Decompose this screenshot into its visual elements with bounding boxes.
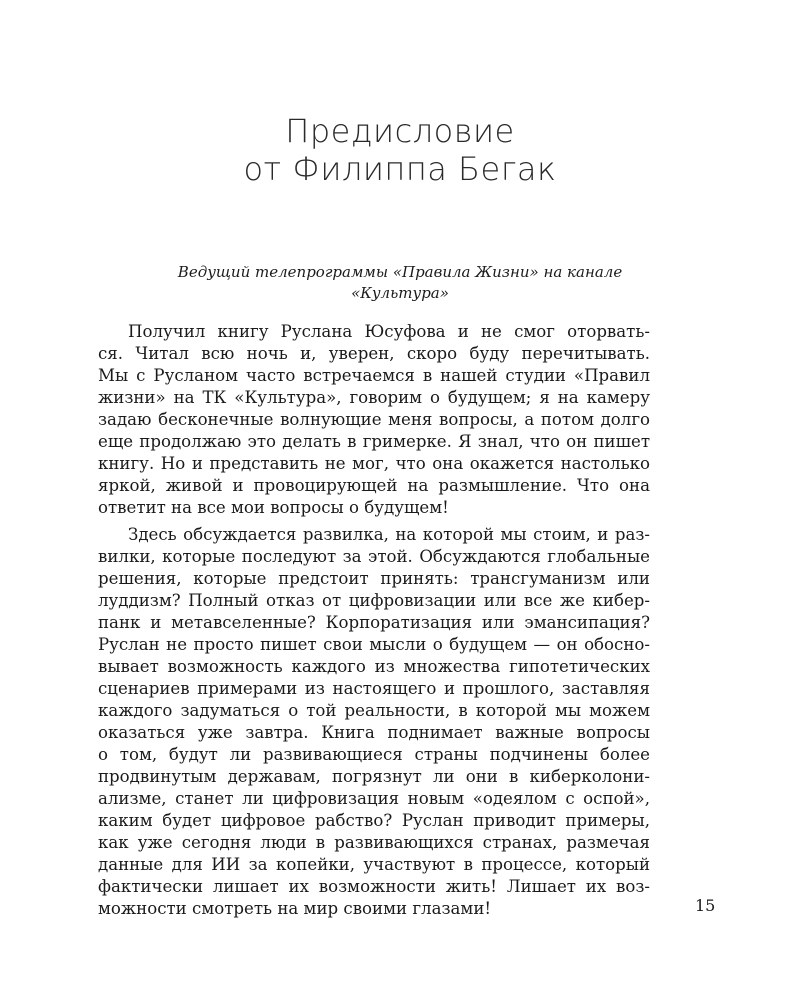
- text-line: Руслан не просто пишет свои мысли о будущем — он обосно-: [98, 635, 650, 654]
- text-line: оказаться уже завтра. Книга поднимает важные вопросы: [98, 723, 650, 742]
- text-line: Получил книгу Руслана Юсуфова и не смог оторвать-: [128, 322, 650, 341]
- text-line: решения, которые предстоит принять: трансгуманизм или: [98, 569, 650, 588]
- text-line: ся. Читал всю ночь и, уверен, скоро буду перечитывать.: [98, 344, 650, 363]
- text-line: вилки, которые последуют за этой. Обсуждаются глобальные: [98, 547, 650, 566]
- body-text: [98, 321, 650, 925]
- paragraph-2: [98, 524, 650, 920]
- text-line: каждого задуматься о той реальности, в которой мы можем: [98, 701, 650, 720]
- chapter-title-line-2: от Филиппа Бегак: [243, 150, 557, 188]
- text-line: яркой, живой и провоцирующей на размышление. Что она: [98, 476, 650, 495]
- text-line: фактически лишает их возможности жить! Лишает их воз-: [98, 877, 650, 896]
- text-line: ализме, станет ли цифровизация новым «одеялом с оспой»,: [98, 789, 650, 808]
- text-line: еще продолжаю это делать в гримерке. Я знал, что он пишет: [98, 432, 650, 451]
- text-line: каким будет цифровое рабство? Руслан приводит примеры,: [98, 811, 650, 830]
- chapter-title-line-1: Предисловие: [285, 112, 515, 150]
- text-line: книгу. Но и представить не мог, что она окажется настолько: [98, 454, 650, 473]
- text-line: жизни» на ТК «Культура», говорим о будущем; я на камеру: [98, 388, 650, 407]
- text-line: задаю бесконечные волнующие меня вопросы, а потом долго: [98, 410, 650, 429]
- text-line: панк и метавселенные? Корпоратизация или эмансипация?: [98, 613, 650, 632]
- epigraph-line-2: «Культура»: [351, 284, 449, 302]
- paragraph-1: [98, 321, 650, 519]
- text-line: ответит на все мои вопросы о будущем!: [98, 498, 449, 517]
- text-line: луддизм? Полный отказ от цифровизации или все же кибер-: [98, 591, 650, 610]
- text-line: можности смотреть на мир своими глазами!: [98, 899, 492, 918]
- text-line: данные для ИИ за копейки, участвуют в процессе, который: [98, 855, 650, 874]
- text-line: вывает возможность каждого из множества гипотетических: [98, 657, 650, 676]
- text-line: сценариев примерами из настоящего и прошлого, заставляя: [98, 679, 650, 698]
- text-line: Мы с Русланом часто встречаемся в нашей студии «Правил: [98, 366, 650, 385]
- page-number: 15: [695, 896, 716, 915]
- text-line: как уже сегодня люди в развивающихся странах, размечая: [98, 833, 650, 852]
- chapter-title: [0, 112, 800, 188]
- epigraph-author-role: [150, 262, 650, 304]
- text-line: о том, будут ли развивающиеся страны подчинены более: [98, 745, 650, 764]
- epigraph-line-1: Ведущий телепрограммы «Правила Жизни» на канале: [177, 263, 623, 281]
- text-line: Здесь обсуждается развилка, на которой мы стоим, и раз-: [128, 525, 650, 544]
- text-line: продвинутым державам, погрязнут ли они в киберколони-: [98, 767, 650, 786]
